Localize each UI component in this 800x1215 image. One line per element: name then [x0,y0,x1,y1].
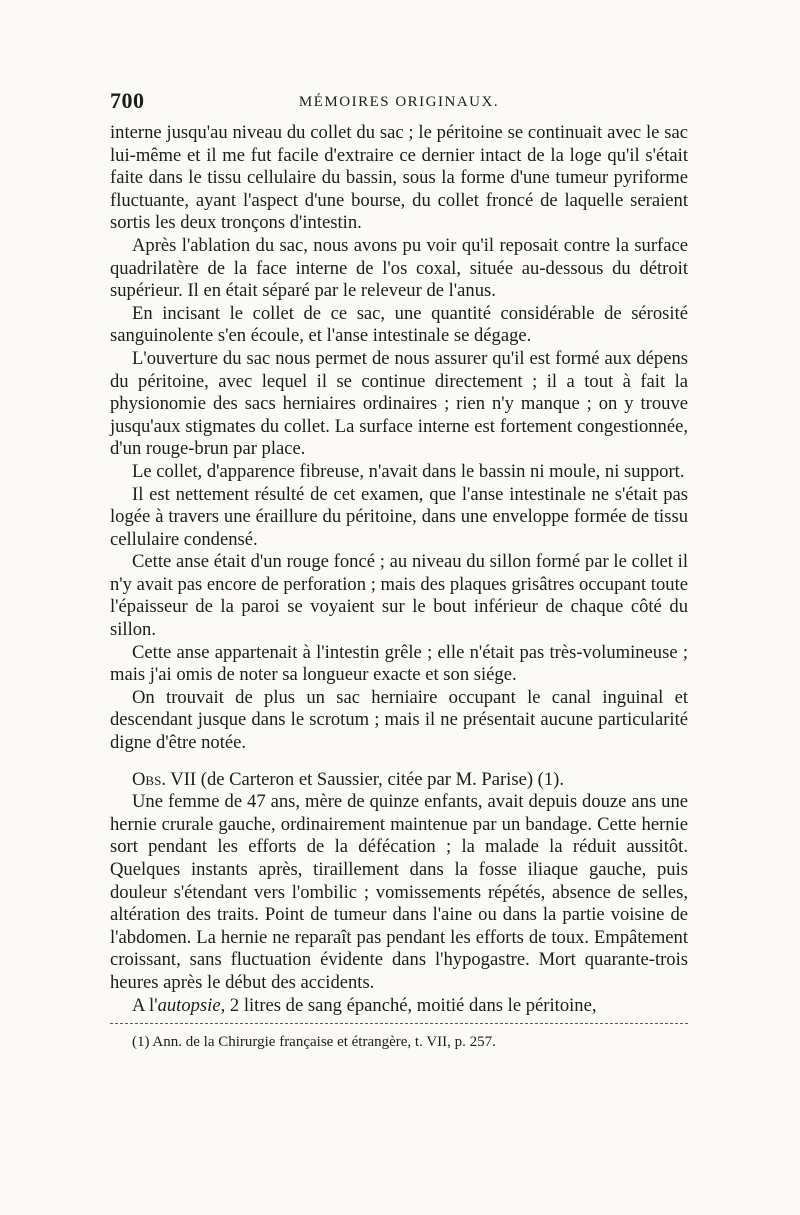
paragraph: interne jusqu'au niveau du collet du sac ; le péritoine se continuait avec le sac lui-même et il me fut facile d'extraire ce dernier intact de la loge qu'il s'était faite dans le tissu cellulaire du bassin, sous la forme d'une tumeur pyriforme fluctuante, ayant l'aspect d'une bourse, du collet froncé de laquelle seraient sortis les deux tronçons d'intestin. [110,122,688,234]
paragraph: Il est nettement résulté de cet examen, que l'anse intestinale ne s'était pas logée à travers une éraillure du péritoine, dans une enveloppe formée de tissu cellulaire condensé. [110,483,688,550]
observation-paragraph-last [110,995,688,1018]
autopsie-emphasis: autopsie [157,994,221,1016]
observation-label: Obs. [132,768,166,790]
page [110,88,688,1067]
paragraph: Le collet, d'apparence fibreuse, n'avait dans le bassin ni moule, ni support. [132,460,685,482]
body-text [110,122,688,1017]
paragraph: L'ouverture du sac nous permet de nous assurer qu'il est formé aux dépens du péritoine, avec lequel il se continue directement ; il a tout à fait la physionomie des sacs herniaires ordinaires ; rien n'y manque ; on y trouve jusqu'aux stigmates du collet. La surface interne est fortement congestionnée, d'un rouge-brun par place. [110,347,688,460]
footnote: (1) Ann. de la Chirurgie française et étrangère, t. VII, p. 257. [132,1034,496,1051]
paragraph: On trouvait de plus un sac herniaire occupant le canal inguinal et descendant jusque dans le scrotum ; mais il ne présentait aucune particularité digne d'être notée. [110,686,688,754]
observation-heading [110,769,688,792]
footnote-rule [110,1023,688,1024]
last-para-lead: A l' [132,994,158,1016]
observation-paragraph: Une femme de 47 ans, mère de quinze enfants, avait depuis douze ans une hernie crurale gauche, ordinairement maintenue par un bandage. Cette hernie sort pendant les efforts de la défécation ; la malade la réduit aussitôt. Quelques instants après, tiraillement dans la fosse iliaque gauche, puis douleur s'étendant vers l'ombilic ; vomissements répétés, absence de selles, altération des traits. Point de tumeur dans l'aine ou dans la partie voisine de l'abdomen. La hernie ne reparaît pas pendant les efforts de toux. Empâtement croissant, sans fluctuation évidente dans l'hypogastre. Mort quarante-trois heures après le début des accidents. [110,791,688,993]
last-para-rest: , 2 litres de sang épanché, moitié dans le péritoine, [220,994,597,1016]
page-number: 700 [110,88,145,113]
paragraph: Cette anse était d'un rouge foncé ; au niveau du sillon formé par le collet il n'y avait pas encore de perforation ; mais des plaques grisâtres occupant toute l'épaisseur de la paroi se voyaient sur le bout inférieur de chaque côté du sillon. [110,551,688,641]
page-header [110,88,688,122]
paragraph: En incisant le collet de ce sac, une quantité considérable de sérosité sanguinolente s'en écoule, et l'anse intestinale se dégage. [110,302,688,347]
paragraph: Après l'ablation du sac, nous avons pu voir qu'il reposait contre la surface quadrilatère de la face interne de l'os coxal, située au-dessous du détroit supérieur. Il en était séparé par le releveur de l'anus. [110,234,688,302]
running-head: MÉMOIRES ORIGINAUX. [298,94,500,110]
observation-heading-text: VII (de Carteron et Saussier, citée par M. Parise) (1). [165,768,565,790]
paragraph: Cette anse appartenait à l'intestin grêle ; elle n'était pas très-volumineuse ; mais j'ai omis de noter sa longueur exacte et son siége. [110,641,688,686]
